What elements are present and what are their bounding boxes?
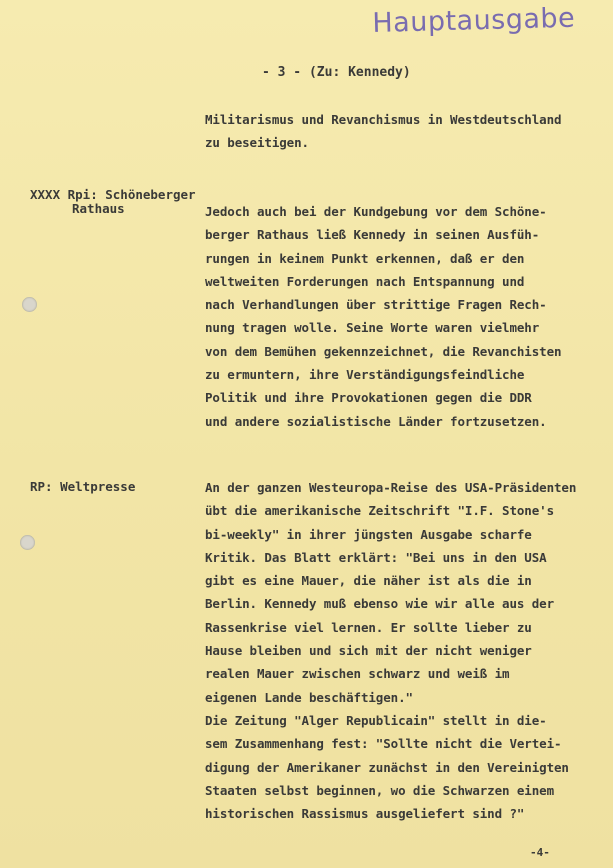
text-line: historischen Rassismus ausgeliefert sind ?" <box>205 806 525 822</box>
text-line: berger Rathaus ließ Kennedy in seinen Ausfüh- <box>205 227 540 243</box>
text-line: übt die amerikanische Zeitschrift "I.F. Stone's <box>205 503 555 519</box>
margin-note-line: XXXX Rpi: Schöneberger <box>30 187 196 202</box>
text-line: An der ganzen Westeuropa-Reise des USA-Präsidenten <box>205 480 577 495</box>
text-line: Staaten selbst beginnen, wo die Schwarzen einem <box>205 782 555 798</box>
intro-paragraph <box>205 108 561 155</box>
text-line: Politik und ihre Provokationen gegen die DDR <box>205 390 532 406</box>
text-line: realen Mauer zwischen schwarz und weiß im <box>205 666 510 682</box>
paragraph-weltpresse <box>205 476 576 825</box>
text-line: nach Verhandlungen über strittige Fragen Rech- <box>205 297 547 313</box>
text-line: digung der Amerikaner zunächst in den Vereinigten <box>205 759 569 775</box>
text-line: sem Zusammenhang fest: "Sollte nicht die Vertei- <box>205 736 562 752</box>
text-line: von dem Bemühen gekennzeichnet, die Revanchisten <box>205 343 562 359</box>
punch-hole-top <box>22 297 37 312</box>
text-line: Berlin. Kennedy muß ebenso wie wir alle aus der <box>205 596 555 612</box>
text-line: Kritik. Das Blatt erklärt: "Bei uns in den USA <box>205 549 547 565</box>
text-line: Hause bleiben und sich mit der nicht weniger <box>205 643 532 659</box>
margin-note-line: Rathaus <box>72 201 125 216</box>
margin-note-weltpresse: RP: Weltpresse <box>30 479 136 494</box>
page-header: - 3 - (Zu: Kennedy) <box>262 65 411 80</box>
text-line: weltweiten Forderungen nach Entspannung und <box>205 273 525 289</box>
text-line: rungen in keinem Punkt erkennen, daß er den <box>205 250 525 266</box>
punch-hole-bottom <box>20 535 35 550</box>
text-line: und andere sozialistische Länder fortzusetzen. <box>205 413 547 429</box>
text-line: zu ermuntern, ihre Verständigungsfeindliche <box>205 367 525 383</box>
next-page-mark: -4- <box>530 846 550 859</box>
text-line: gibt es eine Mauer, die näher ist als die in <box>205 573 532 589</box>
edition-stamp: Hauptausgabe <box>372 2 576 39</box>
margin-note-rathaus <box>30 188 196 216</box>
text-line: zu beseitigen. <box>205 135 309 151</box>
text-line: bi-weekly" in ihrer jüngsten Ausgabe scharfe <box>205 526 532 542</box>
text-line: Die Zeitung "Alger Republicain" stellt in die- <box>205 712 547 728</box>
text-line: Jedoch auch bei der Kundgebung vor dem Schöne- <box>205 204 547 219</box>
text-line: Rassenkrise viel lernen. Er sollte lieber zu <box>205 619 532 635</box>
text-line: Militarismus und Revanchismus in Westdeutschland <box>205 112 562 127</box>
text-line: nung tragen wolle. Seine Worte waren vielmehr <box>205 320 540 336</box>
paragraph-schoeneberg <box>205 200 561 433</box>
text-line: eigenen Lande beschäftigen." <box>205 689 413 705</box>
